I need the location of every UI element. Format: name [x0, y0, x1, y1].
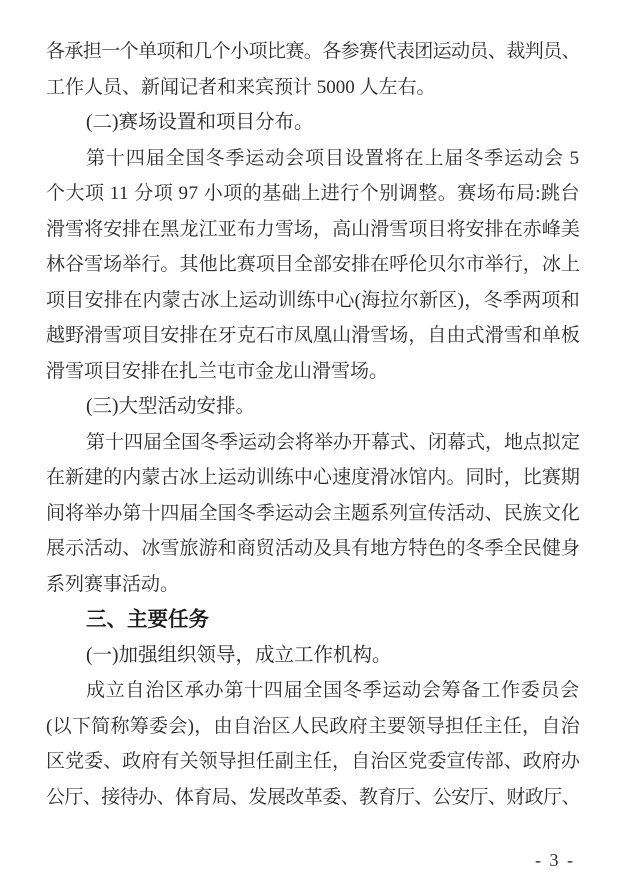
text-line-content: 间将举办第十四届全国冬季运动会主题系列宣传活动、民族文化: [46, 502, 580, 524]
document-content: [46, 34, 580, 815]
text-line: [46, 531, 580, 567]
subheading-activities: [46, 389, 580, 425]
text-line: [46, 602, 580, 638]
text-line-content: 成立自治区承办第十四届全国冬季运动会筹备工作委员会: [86, 680, 580, 701]
text-line-content: (二)赛场设置和项目分布。: [86, 112, 314, 133]
text-line-content: (三)大型活动安排。: [86, 396, 255, 417]
heading-main-tasks: [46, 602, 580, 638]
text-line-content: 越野滑雪项目安排在牙克石市凤凰山滑雪场，自由式滑雪和单板: [46, 325, 580, 346]
text-line-content: 各承担一个单项和几个小项比赛。各参赛代表团运动员、裁判员、: [46, 41, 580, 62]
text-line: [46, 105, 580, 141]
text-line-content: 三、主要任务: [86, 608, 209, 631]
text-line: [46, 780, 580, 816]
text-line: [46, 354, 580, 390]
text-line: [46, 247, 580, 283]
text-line-content: 第十四届全国冬季运动会将举办开幕式、闭幕式，地点拟定: [86, 431, 580, 453]
text-line: [46, 638, 580, 674]
text-line: [46, 673, 580, 709]
text-line: [46, 709, 580, 745]
paragraph-committee: [46, 673, 580, 815]
text-line: [46, 70, 580, 106]
text-line-content: 滑雪项目安排在扎兰屯市金龙山滑雪场。: [46, 360, 389, 382]
paragraph-ceremonies: [46, 425, 580, 603]
text-line-content: 个大项 11 分项 97 小项的基础上进行个别调整。赛场布局:跳台: [46, 183, 580, 204]
text-line: [46, 212, 580, 248]
text-line: [46, 176, 580, 212]
text-line-content: 在新建的内蒙古冰上运动训练中心速度滑冰馆内。同时，比赛期: [46, 467, 580, 488]
text-line: [46, 318, 580, 354]
subheading-venues: [46, 105, 580, 141]
text-line-content: 第十四届全国冬季运动会项目设置将在上届冬季运动会 5: [86, 147, 580, 169]
subheading-organization: [46, 638, 580, 674]
text-line: [46, 425, 580, 461]
text-line: [46, 283, 580, 319]
text-line-content: (以下简称筹委会)，由自治区人民政府主要领导担任主任，自治: [46, 715, 580, 737]
text-line: [46, 34, 580, 70]
text-line-content: 区党委、政府有关领导担任副主任，自治区党委宣传部、政府办: [46, 751, 580, 772]
text-line-content: 公厅、接待办、体育局、发展改革委、教育厅、公安厅、财政厅、: [46, 786, 580, 808]
text-line-content: 林谷雪场举行。其他比赛项目全部安排在呼伦贝尔市举行，冰上: [46, 254, 580, 275]
page-number: - 3 -: [535, 850, 575, 870]
text-line-content: 展示活动、冰雪旅游和商贸活动及具有地方特色的冬季全民健身: [46, 538, 580, 559]
text-line: [46, 460, 580, 496]
text-line-content: 系列赛事活动。: [46, 573, 180, 595]
text-line-content: 项目安排在内蒙古冰上运动训练中心(海拉尔新区)，冬季两项和: [46, 289, 580, 311]
text-line: [46, 567, 580, 603]
text-line-content: 工作人员、新闻记者和来宾预计 5000 人左右。: [46, 76, 436, 98]
text-line: [46, 389, 580, 425]
text-line: [46, 141, 580, 177]
text-line: [46, 496, 580, 532]
paragraph-attendance: [46, 34, 580, 105]
paragraph-venue-layout: [46, 141, 580, 390]
text-line-content: 滑雪将安排在黑龙江亚布力雪场，高山滑雪项目将安排在赤峰美: [46, 218, 580, 240]
text-line-content: (一)加强组织领导，成立工作机构。: [86, 644, 392, 666]
text-line: [46, 744, 580, 780]
